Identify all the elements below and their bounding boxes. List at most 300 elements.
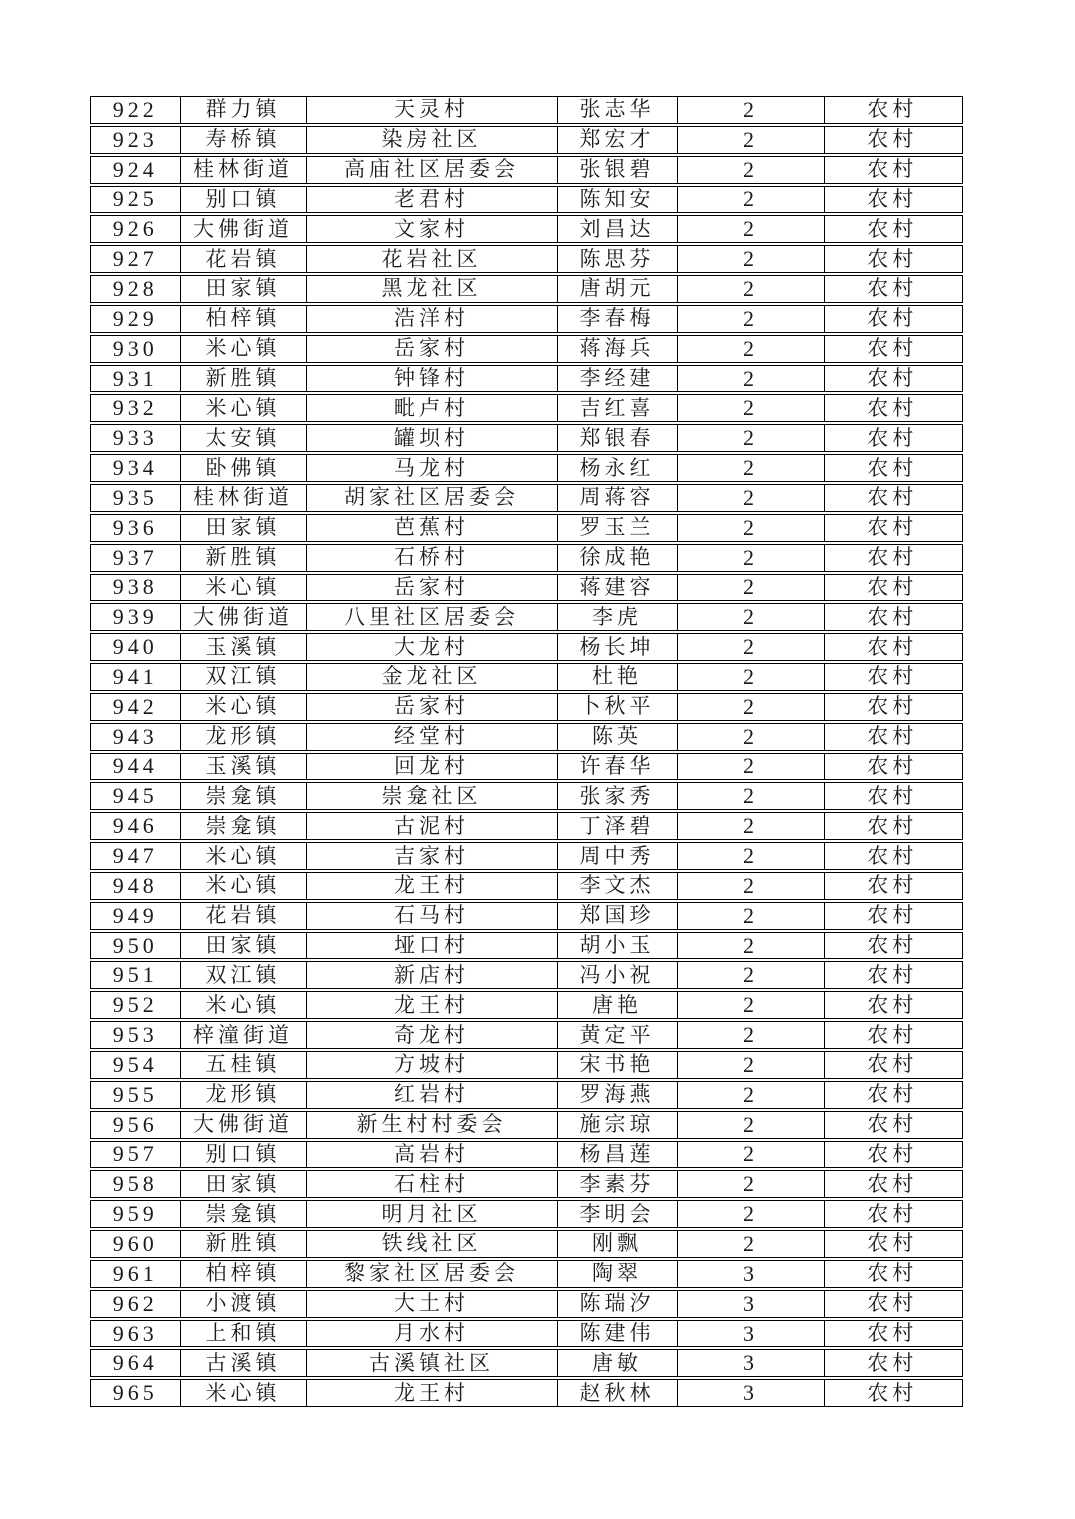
row-number-cell: 946 bbox=[91, 813, 181, 839]
table-row bbox=[90, 812, 963, 840]
category-cell: 农村 bbox=[867, 1380, 918, 1405]
count-cell: 2 bbox=[678, 425, 825, 451]
count-cell: 2 bbox=[678, 1022, 825, 1048]
category-cell: 农村 bbox=[867, 694, 918, 719]
table-row bbox=[90, 1320, 963, 1348]
category-cell: 农村 bbox=[867, 664, 918, 689]
town-cell: 田家镇 bbox=[181, 276, 307, 302]
town-cell: 米心镇 bbox=[181, 395, 307, 421]
count-cell: 2 bbox=[678, 1201, 825, 1227]
village-cell: 岳家村 bbox=[307, 575, 558, 601]
category-cell: 农村 bbox=[867, 783, 918, 808]
village-cell: 老君村 bbox=[307, 187, 558, 213]
category-cell: 农村 bbox=[867, 186, 918, 211]
village-cell: 石马村 bbox=[307, 903, 558, 929]
table-row bbox=[90, 96, 963, 124]
category-cell: 农村 bbox=[867, 1201, 918, 1226]
count-cell: 2 bbox=[678, 634, 825, 660]
count-cell: 2 bbox=[678, 515, 825, 541]
town-cell: 崇龛镇 bbox=[181, 813, 307, 839]
row-number-cell: 933 bbox=[91, 425, 181, 451]
count-cell: 2 bbox=[678, 485, 825, 511]
person-name-cell: 施宗琼 bbox=[558, 1112, 678, 1138]
category-cell: 农村 bbox=[867, 1350, 918, 1375]
person-name-cell: 吉红喜 bbox=[558, 395, 678, 421]
table-row bbox=[90, 932, 963, 960]
row-number-cell: 953 bbox=[91, 1022, 181, 1048]
town-cell: 米心镇 bbox=[181, 694, 307, 720]
category-cell: 农村 bbox=[867, 992, 918, 1017]
row-number-cell: 952 bbox=[91, 992, 181, 1018]
row-number-cell: 932 bbox=[91, 395, 181, 421]
town-cell: 双江镇 bbox=[181, 962, 307, 988]
count-cell: 2 bbox=[678, 395, 825, 421]
row-number-cell: 931 bbox=[91, 366, 181, 392]
town-cell: 双江镇 bbox=[181, 664, 307, 690]
village-cell: 新生村村委会 bbox=[307, 1112, 558, 1138]
town-cell: 米心镇 bbox=[181, 1380, 307, 1406]
table-row bbox=[90, 1290, 963, 1318]
category-cell: 农村 bbox=[867, 1291, 918, 1316]
row-number-cell: 955 bbox=[91, 1082, 181, 1108]
village-cell: 岳家村 bbox=[307, 336, 558, 362]
row-number-cell: 942 bbox=[91, 694, 181, 720]
count-cell: 2 bbox=[678, 724, 825, 750]
village-cell: 古泥村 bbox=[307, 813, 558, 839]
person-name-cell: 李经建 bbox=[558, 366, 678, 392]
person-name-cell: 唐敏 bbox=[558, 1350, 678, 1376]
table-row bbox=[90, 723, 963, 751]
person-name-cell: 徐成艳 bbox=[558, 545, 678, 571]
person-name-cell: 赵秋林 bbox=[558, 1380, 678, 1406]
row-number-cell: 922 bbox=[91, 97, 181, 123]
category-cell: 农村 bbox=[867, 634, 918, 659]
town-cell: 崇龛镇 bbox=[181, 1201, 307, 1227]
village-cell: 马龙村 bbox=[307, 455, 558, 481]
row-number-cell: 944 bbox=[91, 754, 181, 780]
count-cell: 2 bbox=[678, 783, 825, 809]
village-cell: 古溪镇社区 bbox=[307, 1350, 558, 1376]
count-cell: 2 bbox=[678, 694, 825, 720]
village-cell: 大龙村 bbox=[307, 634, 558, 660]
village-cell: 大土村 bbox=[307, 1291, 558, 1317]
table-row bbox=[90, 1051, 963, 1079]
table-row bbox=[90, 1170, 963, 1198]
table-row bbox=[90, 335, 963, 363]
person-name-cell: 郑宏才 bbox=[558, 127, 678, 153]
person-name-cell: 陶翠 bbox=[558, 1261, 678, 1287]
town-cell: 桂林街道 bbox=[181, 485, 307, 511]
village-cell: 岳家村 bbox=[307, 694, 558, 720]
table-row bbox=[90, 693, 963, 721]
row-number-cell: 939 bbox=[91, 604, 181, 630]
village-cell: 芭蕉村 bbox=[307, 515, 558, 541]
category-cell: 农村 bbox=[867, 515, 918, 540]
village-cell: 垭口村 bbox=[307, 933, 558, 959]
town-cell: 玉溪镇 bbox=[181, 634, 307, 660]
town-cell: 米心镇 bbox=[181, 843, 307, 869]
count-cell: 2 bbox=[678, 1171, 825, 1197]
person-name-cell: 蒋建容 bbox=[558, 575, 678, 601]
count-cell: 2 bbox=[678, 1231, 825, 1257]
row-number-cell: 959 bbox=[91, 1201, 181, 1227]
category-cell: 农村 bbox=[867, 1141, 918, 1166]
village-cell: 月水村 bbox=[307, 1321, 558, 1347]
village-cell: 黑龙社区 bbox=[307, 276, 558, 302]
count-cell: 2 bbox=[678, 1112, 825, 1138]
village-cell: 钟锋村 bbox=[307, 366, 558, 392]
town-cell: 别口镇 bbox=[181, 1142, 307, 1168]
row-number-cell: 963 bbox=[91, 1321, 181, 1347]
village-cell: 方坡村 bbox=[307, 1052, 558, 1078]
table-row bbox=[90, 156, 963, 184]
row-number-cell: 937 bbox=[91, 545, 181, 571]
town-cell: 古溪镇 bbox=[181, 1350, 307, 1376]
category-cell: 农村 bbox=[867, 813, 918, 838]
village-cell: 新店村 bbox=[307, 962, 558, 988]
table-row bbox=[90, 842, 963, 870]
row-number-cell: 945 bbox=[91, 783, 181, 809]
count-cell: 3 bbox=[678, 1261, 825, 1287]
count-cell: 2 bbox=[678, 813, 825, 839]
person-name-cell: 唐胡元 bbox=[558, 276, 678, 302]
count-cell: 2 bbox=[678, 903, 825, 929]
count-cell: 2 bbox=[678, 127, 825, 153]
village-cell: 明月社区 bbox=[307, 1201, 558, 1227]
town-cell: 卧佛镇 bbox=[181, 455, 307, 481]
town-cell: 新胜镇 bbox=[181, 366, 307, 392]
town-cell: 上和镇 bbox=[181, 1321, 307, 1347]
person-name-cell: 张家秀 bbox=[558, 783, 678, 809]
village-cell: 毗卢村 bbox=[307, 395, 558, 421]
person-name-cell: 冯小祝 bbox=[558, 962, 678, 988]
category-cell: 农村 bbox=[867, 246, 918, 271]
person-name-cell: 杨昌莲 bbox=[558, 1142, 678, 1168]
town-cell: 柏梓镇 bbox=[181, 1261, 307, 1287]
row-number-cell: 958 bbox=[91, 1171, 181, 1197]
person-name-cell: 卜秋平 bbox=[558, 694, 678, 720]
town-cell: 新胜镇 bbox=[181, 1231, 307, 1257]
town-cell: 田家镇 bbox=[181, 515, 307, 541]
village-cell: 石柱村 bbox=[307, 1171, 558, 1197]
row-number-cell: 929 bbox=[91, 306, 181, 332]
row-number-cell: 927 bbox=[91, 246, 181, 272]
village-cell: 奇龙村 bbox=[307, 1022, 558, 1048]
person-name-cell: 唐艳 bbox=[558, 992, 678, 1018]
town-cell: 龙形镇 bbox=[181, 1082, 307, 1108]
village-cell: 铁线社区 bbox=[307, 1231, 558, 1257]
count-cell: 2 bbox=[678, 575, 825, 601]
row-number-cell: 961 bbox=[91, 1261, 181, 1287]
row-number-cell: 941 bbox=[91, 664, 181, 690]
table-row bbox=[90, 1379, 963, 1407]
row-number-cell: 938 bbox=[91, 575, 181, 601]
village-cell: 吉家村 bbox=[307, 843, 558, 869]
town-cell: 崇龛镇 bbox=[181, 783, 307, 809]
town-cell: 桂林街道 bbox=[181, 157, 307, 183]
town-cell: 龙形镇 bbox=[181, 724, 307, 750]
village-cell: 龙王村 bbox=[307, 1380, 558, 1406]
table-row bbox=[90, 1200, 963, 1228]
category-cell: 农村 bbox=[867, 276, 918, 301]
category-cell: 农村 bbox=[867, 216, 918, 241]
category-cell: 农村 bbox=[867, 1112, 918, 1137]
table-row bbox=[90, 902, 963, 930]
row-number-cell: 948 bbox=[91, 873, 181, 899]
category-cell: 农村 bbox=[867, 604, 918, 629]
person-name-cell: 黄定平 bbox=[558, 1022, 678, 1048]
category-cell: 农村 bbox=[867, 873, 918, 898]
village-cell: 红岩村 bbox=[307, 1082, 558, 1108]
person-name-cell: 周蒋容 bbox=[558, 485, 678, 511]
village-cell: 龙王村 bbox=[307, 873, 558, 899]
person-name-cell: 周中秀 bbox=[558, 843, 678, 869]
count-cell: 3 bbox=[678, 1321, 825, 1347]
table-row bbox=[90, 424, 963, 452]
row-number-cell: 934 bbox=[91, 455, 181, 481]
village-cell: 罐坝村 bbox=[307, 425, 558, 451]
category-cell: 农村 bbox=[867, 425, 918, 450]
roster-table bbox=[90, 96, 963, 1407]
town-cell: 花岩镇 bbox=[181, 903, 307, 929]
village-cell: 胡家社区居委会 bbox=[307, 485, 558, 511]
table-row bbox=[90, 753, 963, 781]
row-number-cell: 924 bbox=[91, 157, 181, 183]
count-cell: 2 bbox=[678, 336, 825, 362]
person-name-cell: 杨永红 bbox=[558, 455, 678, 481]
category-cell: 农村 bbox=[867, 1022, 918, 1047]
town-cell: 米心镇 bbox=[181, 992, 307, 1018]
town-cell: 米心镇 bbox=[181, 873, 307, 899]
count-cell: 2 bbox=[678, 873, 825, 899]
person-name-cell: 蒋海兵 bbox=[558, 336, 678, 362]
table-row bbox=[90, 275, 963, 303]
person-name-cell: 陈思芬 bbox=[558, 246, 678, 272]
count-cell: 2 bbox=[678, 962, 825, 988]
person-name-cell: 杜艳 bbox=[558, 664, 678, 690]
row-number-cell: 962 bbox=[91, 1291, 181, 1317]
row-number-cell: 949 bbox=[91, 903, 181, 929]
count-cell: 2 bbox=[678, 843, 825, 869]
category-cell: 农村 bbox=[867, 485, 918, 510]
person-name-cell: 刚飘 bbox=[558, 1231, 678, 1257]
count-cell: 2 bbox=[678, 157, 825, 183]
category-cell: 农村 bbox=[867, 1171, 918, 1196]
category-cell: 农村 bbox=[867, 843, 918, 868]
category-cell: 农村 bbox=[867, 97, 918, 122]
person-name-cell: 李春梅 bbox=[558, 306, 678, 332]
count-cell: 2 bbox=[678, 246, 825, 272]
table-row bbox=[90, 215, 963, 243]
count-cell: 2 bbox=[678, 455, 825, 481]
village-cell: 经堂村 bbox=[307, 724, 558, 750]
person-name-cell: 宋书艳 bbox=[558, 1052, 678, 1078]
town-cell: 寿桥镇 bbox=[181, 127, 307, 153]
row-number-cell: 923 bbox=[91, 127, 181, 153]
table-row bbox=[90, 514, 963, 542]
table-row bbox=[90, 454, 963, 482]
person-name-cell: 刘昌达 bbox=[558, 216, 678, 242]
count-cell: 2 bbox=[678, 306, 825, 332]
row-number-cell: 940 bbox=[91, 634, 181, 660]
count-cell: 2 bbox=[678, 1082, 825, 1108]
table-row bbox=[90, 1141, 963, 1169]
town-cell: 大佛街道 bbox=[181, 604, 307, 630]
person-name-cell: 张银碧 bbox=[558, 157, 678, 183]
category-cell: 农村 bbox=[867, 127, 918, 152]
village-cell: 浩洋村 bbox=[307, 306, 558, 332]
table-row bbox=[90, 1021, 963, 1049]
table-row bbox=[90, 1230, 963, 1258]
table-row bbox=[90, 305, 963, 333]
row-number-cell: 950 bbox=[91, 933, 181, 959]
count-cell: 2 bbox=[678, 276, 825, 302]
row-number-cell: 951 bbox=[91, 962, 181, 988]
table-row bbox=[90, 603, 963, 631]
village-cell: 石桥村 bbox=[307, 545, 558, 571]
village-cell: 回龙村 bbox=[307, 754, 558, 780]
category-cell: 农村 bbox=[867, 1052, 918, 1077]
person-name-cell: 罗海燕 bbox=[558, 1082, 678, 1108]
town-cell: 米心镇 bbox=[181, 575, 307, 601]
town-cell: 小渡镇 bbox=[181, 1291, 307, 1317]
count-cell: 2 bbox=[678, 1052, 825, 1078]
table-row bbox=[90, 484, 963, 512]
count-cell: 3 bbox=[678, 1350, 825, 1376]
person-name-cell: 许春华 bbox=[558, 754, 678, 780]
town-cell: 大佛街道 bbox=[181, 216, 307, 242]
table-row bbox=[90, 872, 963, 900]
category-cell: 农村 bbox=[867, 455, 918, 480]
category-cell: 农村 bbox=[867, 306, 918, 331]
person-name-cell: 陈英 bbox=[558, 724, 678, 750]
table-row bbox=[90, 991, 963, 1019]
row-number-cell: 925 bbox=[91, 187, 181, 213]
person-name-cell: 李素芬 bbox=[558, 1171, 678, 1197]
row-number-cell: 926 bbox=[91, 216, 181, 242]
row-number-cell: 928 bbox=[91, 276, 181, 302]
row-number-cell: 965 bbox=[91, 1380, 181, 1406]
village-cell: 文家村 bbox=[307, 216, 558, 242]
table-row bbox=[90, 574, 963, 602]
table-row bbox=[90, 961, 963, 989]
count-cell: 2 bbox=[678, 604, 825, 630]
row-number-cell: 930 bbox=[91, 336, 181, 362]
table-row bbox=[90, 186, 963, 214]
table-row bbox=[90, 1260, 963, 1288]
table-row bbox=[90, 544, 963, 572]
category-cell: 农村 bbox=[867, 753, 918, 778]
village-cell: 高岩村 bbox=[307, 1142, 558, 1168]
person-name-cell: 陈知安 bbox=[558, 187, 678, 213]
count-cell: 2 bbox=[678, 992, 825, 1018]
category-cell: 农村 bbox=[867, 545, 918, 570]
person-name-cell: 张志华 bbox=[558, 97, 678, 123]
table-row bbox=[90, 663, 963, 691]
town-cell: 太安镇 bbox=[181, 425, 307, 451]
row-number-cell: 960 bbox=[91, 1231, 181, 1257]
person-name-cell: 陈建伟 bbox=[558, 1321, 678, 1347]
village-cell: 金龙社区 bbox=[307, 664, 558, 690]
town-cell: 梓潼街道 bbox=[181, 1022, 307, 1048]
village-cell: 八里社区居委会 bbox=[307, 604, 558, 630]
table-row bbox=[90, 1349, 963, 1377]
count-cell: 2 bbox=[678, 664, 825, 690]
row-number-cell: 956 bbox=[91, 1112, 181, 1138]
count-cell: 2 bbox=[678, 545, 825, 571]
person-name-cell: 李虎 bbox=[558, 604, 678, 630]
count-cell: 2 bbox=[678, 216, 825, 242]
village-cell: 天灵村 bbox=[307, 97, 558, 123]
category-cell: 农村 bbox=[867, 962, 918, 987]
count-cell: 2 bbox=[678, 933, 825, 959]
person-name-cell: 郑银春 bbox=[558, 425, 678, 451]
town-cell: 大佛街道 bbox=[181, 1112, 307, 1138]
category-cell: 农村 bbox=[867, 1231, 918, 1256]
category-cell: 农村 bbox=[867, 1082, 918, 1107]
town-cell: 米心镇 bbox=[181, 336, 307, 362]
person-name-cell: 李明会 bbox=[558, 1201, 678, 1227]
row-number-cell: 947 bbox=[91, 843, 181, 869]
town-cell: 群力镇 bbox=[181, 97, 307, 123]
row-number-cell: 957 bbox=[91, 1142, 181, 1168]
town-cell: 花岩镇 bbox=[181, 246, 307, 272]
village-cell: 染房社区 bbox=[307, 127, 558, 153]
village-cell: 花岩社区 bbox=[307, 246, 558, 272]
person-name-cell: 郑国珍 bbox=[558, 903, 678, 929]
town-cell: 别口镇 bbox=[181, 187, 307, 213]
category-cell: 农村 bbox=[867, 366, 918, 391]
town-cell: 玉溪镇 bbox=[181, 754, 307, 780]
category-cell: 农村 bbox=[867, 336, 918, 361]
person-name-cell: 杨长坤 bbox=[558, 634, 678, 660]
category-cell: 农村 bbox=[867, 724, 918, 749]
row-number-cell: 954 bbox=[91, 1052, 181, 1078]
person-name-cell: 陈瑞汐 bbox=[558, 1291, 678, 1317]
village-cell: 高庙社区居委会 bbox=[307, 157, 558, 183]
person-name-cell: 丁泽碧 bbox=[558, 813, 678, 839]
count-cell: 2 bbox=[678, 754, 825, 780]
count-cell: 2 bbox=[678, 1142, 825, 1168]
village-cell: 黎家社区居委会 bbox=[307, 1261, 558, 1287]
category-cell: 农村 bbox=[867, 903, 918, 928]
category-cell: 农村 bbox=[867, 574, 918, 599]
table-row bbox=[90, 782, 963, 810]
town-cell: 柏梓镇 bbox=[181, 306, 307, 332]
category-cell: 农村 bbox=[867, 933, 918, 958]
person-name-cell: 罗玉兰 bbox=[558, 515, 678, 541]
table-row bbox=[90, 1111, 963, 1139]
table-row bbox=[90, 365, 963, 393]
town-cell: 田家镇 bbox=[181, 933, 307, 959]
town-cell: 五桂镇 bbox=[181, 1052, 307, 1078]
category-cell: 农村 bbox=[867, 1321, 918, 1346]
village-cell: 崇龛社区 bbox=[307, 783, 558, 809]
village-cell: 龙王村 bbox=[307, 992, 558, 1018]
count-cell: 3 bbox=[678, 1380, 825, 1406]
row-number-cell: 935 bbox=[91, 485, 181, 511]
category-cell: 农村 bbox=[867, 157, 918, 182]
table-row bbox=[90, 126, 963, 154]
category-cell: 农村 bbox=[867, 1261, 918, 1286]
town-cell: 田家镇 bbox=[181, 1171, 307, 1197]
row-number-cell: 936 bbox=[91, 515, 181, 541]
count-cell: 2 bbox=[678, 97, 825, 123]
person-name-cell: 胡小玉 bbox=[558, 933, 678, 959]
count-cell: 3 bbox=[678, 1291, 825, 1317]
count-cell: 2 bbox=[678, 366, 825, 392]
town-cell: 新胜镇 bbox=[181, 545, 307, 571]
